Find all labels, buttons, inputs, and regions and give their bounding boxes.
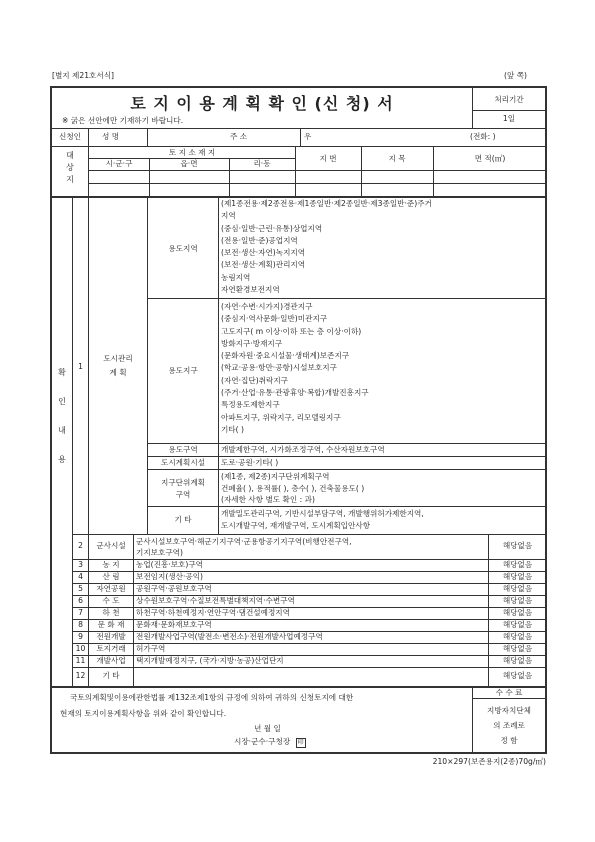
urban-facility-label: 도시계획시설 — [160, 458, 205, 467]
processing-period-label: 처리기간 — [494, 95, 524, 104]
confirm-content-label: 확 인 내 용 — [58, 368, 66, 464]
urban-plan-label: 도시관리 계 획 — [103, 354, 133, 377]
row-12-label: 기 타 — [102, 671, 120, 680]
row-10-none: 해당없음 — [502, 644, 533, 653]
row-3-label: 농 지 — [102, 560, 120, 569]
row-6-none: 해당없음 — [502, 596, 533, 605]
row-6-label: 수 도 — [102, 596, 120, 605]
row-4-none: 해당없음 — [502, 572, 533, 581]
row-8-label: 문 화 재 — [97, 620, 125, 629]
row-2-number: 2 — [78, 541, 83, 550]
instruction-note: ※ 굵은 선안에만 기재하기 바랍니다. — [62, 116, 184, 125]
land-category-label: 지 목 — [388, 154, 406, 163]
row-11-none: 해당없음 — [502, 656, 533, 665]
page-side: (앞 쪽) — [504, 71, 528, 80]
row-12-none: 해당없음 — [502, 671, 533, 680]
paper-spec: 210×297(보존용지(2종)70g/㎡) — [432, 757, 546, 766]
row-11-label: 개발사업 — [96, 656, 126, 665]
form-number: [별지 제21호서식] — [52, 71, 115, 80]
row-8-text: 문화재·문화재보호구역 — [136, 620, 212, 629]
row-2-label: 군사시설 — [96, 541, 126, 550]
row-3-none: 해당없음 — [502, 560, 533, 569]
use-area-label: 용도구역 — [168, 445, 198, 454]
use-area-text: 개발제한구역, 시가화조정구역, 수산자원보호구역 — [221, 445, 385, 454]
row-7-none: 해당없음 — [502, 608, 533, 617]
processing-period-value: 1일 — [502, 114, 516, 123]
row-5-none: 해당없음 — [502, 584, 533, 593]
row-3-number: 3 — [78, 560, 83, 569]
applicant-name-label: 성 명 — [102, 132, 120, 141]
row-5-text: 공원구역·공원보호구역 — [136, 584, 212, 593]
urban-etc-label: 기 타 — [174, 515, 192, 524]
row-10-text: 허가구역 — [136, 644, 166, 653]
eupmyeon-label: 읍·면 — [180, 159, 198, 168]
land-location-label: 토 지 소 재 지 — [168, 148, 216, 157]
form-title: 토 지 이 용 계 획 확 인 (신 청) 서 — [130, 94, 394, 113]
applicant-label: 신청인 — [58, 132, 81, 141]
seal-icon: 印 — [297, 739, 304, 746]
row-7-number: 7 — [78, 608, 83, 617]
row-4-text: 보전임지(생산·공익) — [136, 572, 204, 581]
row-7-text: 하천구역·하천예정지·연안구역·댐건설예정지역 — [136, 608, 290, 617]
urban-etc-list: 개발밀도관리구역, 기반시설부담구역, 개발행위허가제한지역, 도시개발구역, 재개발구역, 도시계획입안사항 — [221, 509, 424, 530]
row-11-text: 택지개발예정지구, (국가·지방·농공)산업단지 — [136, 656, 284, 665]
row-5-label: 자연공원 — [96, 584, 126, 593]
area-label: 면 적(㎡) — [474, 154, 506, 163]
fee-label: 수 수 료 — [495, 688, 523, 697]
urban-facility-text: 도로·공원·기타( ) — [221, 458, 279, 467]
row-10-label: 토지거래 — [96, 644, 126, 653]
ridong-label: 리·동 — [253, 159, 271, 168]
row-9-label: 전원개발 — [96, 632, 126, 641]
row-9-number: 9 — [78, 632, 83, 641]
target-land-label: 대 상 지 — [66, 151, 74, 184]
row-9-text: 전원개발사업구역(발전소·변전소)·전원개발사업예정구역 — [136, 632, 323, 641]
row-2-none: 해당없음 — [502, 541, 533, 550]
use-zone-label: 용도지역 — [168, 244, 198, 253]
postal-code-label: 우 — [304, 132, 312, 141]
row-2-text: 군사시설보호구역·해군기지구역·군용항공기지구역(비행안전구역, 기지보호구역) — [136, 537, 352, 557]
row-4-label: 산 림 — [102, 572, 120, 581]
applicant-address-label: 주 소 — [230, 132, 248, 141]
sigungu-label: 시·군·구 — [105, 159, 133, 168]
row-3-text: 농업(진흥·보호)구역 — [136, 560, 204, 569]
row-10-number: 10 — [75, 644, 86, 653]
issue-date: 년 월 일 — [254, 724, 281, 733]
row-6-text: 상수원보호구역·수질보전특별대책지역·수변구역 — [136, 596, 295, 605]
row-7-label: 하 천 — [102, 608, 120, 617]
confirmation-statement: 국토의계획및이용에관한법률 제132조제1항의 규정에 의하여 귀하의 신청토지에 대한 현재의 토지이용계획사항을 위와 같이 확인합니다. — [60, 693, 354, 718]
row-11-number: 11 — [75, 656, 86, 665]
use-district-label: 용도지구 — [168, 366, 198, 375]
phone-field[interactable]: (전화: ) — [470, 132, 496, 141]
row-6-number: 6 — [78, 596, 83, 605]
district-plan-list: (제1종, 제2종)지구단위계획구역 건폐율( ), 용적률( ), 층수( ), 건축물용도( ) (자세한 사항 별도 확인 : 과) — [221, 472, 365, 504]
use-zone-list: (제1종전용·제2종전용·제1종일반·제2종일반·제3종일반·준)주거 지역 (중심·일반·근린·유통)상업지역 (전용·일반·준)공업지역 (보전·생산·자연)녹지지역 (보전·생산·계획)관리지역 농림지역 자연환경보전지역 — [221, 199, 432, 295]
use-district-list: (자연·수변·시가지)경관지구 (중심지·역사문화·일반)미관지구 고도지구( m 이상·이하 또는 층 이상·이하) 방화지구·방재지구 (문화자원·중요시설물·생태계)보존지구 (학교·공용·항만·공항)시설보호지구 (자연·집단)취락지구 (주거·산업·유통·관광휴양·복합)개발진흥지구 특정용도제한지구 아파트지구, 위락지구, 리모델링지구 기타( ) — [221, 302, 369, 434]
lot-number-label: 지 번 — [319, 154, 337, 163]
fee-text: 지방자치단체 의 조례로 정 함 — [486, 706, 531, 745]
row-5-number: 5 — [78, 584, 83, 593]
row-12-number: 12 — [75, 671, 86, 680]
row-8-number: 8 — [78, 620, 83, 629]
row-4-number: 4 — [78, 572, 83, 581]
row-9-none: 해당없음 — [502, 632, 533, 641]
issuer-signature: 시장·군수·구청장 印 — [234, 737, 304, 746]
row-8-none: 해당없음 — [502, 620, 533, 629]
section-1-number: 1 — [78, 362, 83, 371]
district-plan-label: 지구단위계획 구역 — [160, 478, 205, 499]
